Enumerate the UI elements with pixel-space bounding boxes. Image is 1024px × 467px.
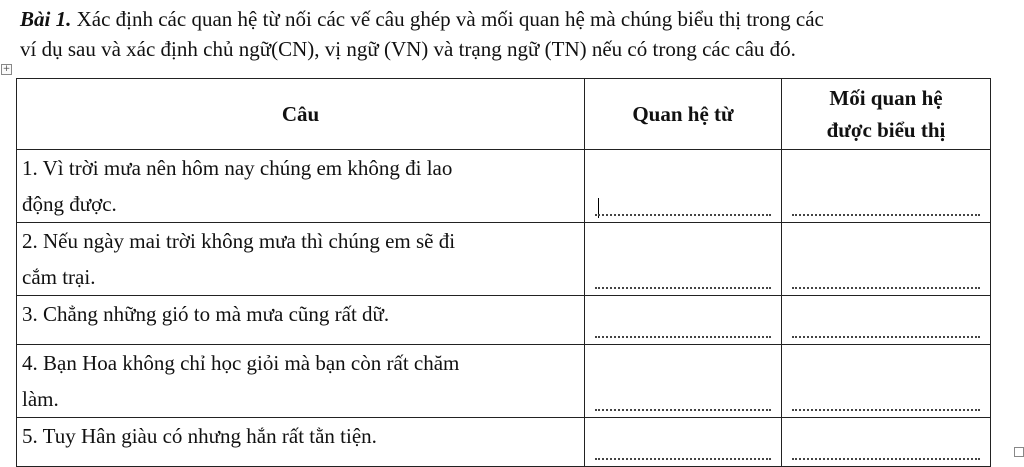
relation-word-answer-cell[interactable]: [585, 223, 782, 296]
header-relationship-line-2: được biểu thị: [826, 118, 946, 142]
relation-word-answer-cell[interactable]: [585, 418, 782, 467]
dotted-answer-line: [595, 287, 771, 289]
header-relationship: [782, 79, 991, 150]
relationship-answer-cell[interactable]: [782, 223, 991, 296]
sentence-line: 3. Chẳng những gió to mà mưa cũng rất dữ.: [22, 302, 390, 326]
dotted-answer-line: [792, 214, 980, 216]
dotted-answer-line: [792, 336, 980, 338]
sentence-line: động được.: [22, 192, 117, 216]
relationship-answer-cell[interactable]: [782, 296, 991, 345]
exercise-table: [16, 78, 991, 467]
dotted-answer-line: [595, 214, 771, 216]
header-relationship-line-1: Mối quan hệ: [829, 86, 943, 110]
sentence-cell[interactable]: [17, 296, 585, 345]
header-sentence: Câu: [17, 79, 585, 150]
exercise-label: Bài 1.: [20, 7, 72, 31]
dotted-answer-line: [792, 287, 980, 289]
table-row: [17, 345, 991, 418]
table-row: [17, 223, 991, 296]
exercise-instructions: [20, 4, 1010, 64]
relationship-answer-cell[interactable]: [782, 150, 991, 223]
table-row: [17, 418, 991, 467]
sentence-line: 1. Vì trời mưa nên hôm nay chúng em không đi lao: [22, 156, 453, 180]
relationship-answer-cell[interactable]: [782, 418, 991, 467]
table-row: [17, 150, 991, 223]
sentence-line: 2. Nếu ngày mai trời không mưa thì chúng em sẽ đi: [22, 229, 456, 253]
table-move-handle-icon[interactable]: +: [2, 64, 11, 74]
sentence-cell[interactable]: [17, 223, 585, 296]
instructions-line-1: [20, 4, 1010, 34]
relation-word-answer-cell[interactable]: [585, 345, 782, 418]
dotted-answer-line: [595, 409, 771, 411]
sentence-cell[interactable]: [17, 418, 585, 467]
dotted-answer-line: [595, 336, 771, 338]
dotted-answer-line: [792, 458, 980, 460]
table-header-row: [17, 79, 991, 150]
relation-word-answer-cell[interactable]: [585, 150, 782, 223]
table-resize-handle-icon[interactable]: [1014, 447, 1024, 457]
sentence-line: cắm trại.: [22, 265, 96, 289]
table-row: [17, 296, 991, 345]
sentence-line: làm.: [22, 387, 59, 411]
instructions-text-2: ví dụ sau và xác định chủ ngữ(CN), vị ngữ (VN) và trạng ngữ (TN) nếu có trong các câu đó.: [20, 37, 796, 61]
sentence-line: 5. Tuy Hân giàu có nhưng hắn rất tằn tiện.: [22, 424, 377, 448]
dotted-answer-line: [595, 458, 771, 460]
relation-word-answer-cell[interactable]: [585, 296, 782, 345]
dotted-answer-line: [792, 409, 980, 411]
header-relation-word: Quan hệ từ: [585, 79, 782, 150]
sentence-cell[interactable]: [17, 150, 585, 223]
sentence-line: 4. Bạn Hoa không chỉ học giỏi mà bạn còn rất chăm: [22, 351, 460, 375]
sentence-cell[interactable]: [17, 345, 585, 418]
instructions-text-1: Xác định các quan hệ từ nối các vế câu ghép và mối quan hệ mà chúng biểu thị trong các: [76, 7, 824, 31]
relationship-answer-cell[interactable]: [782, 345, 991, 418]
